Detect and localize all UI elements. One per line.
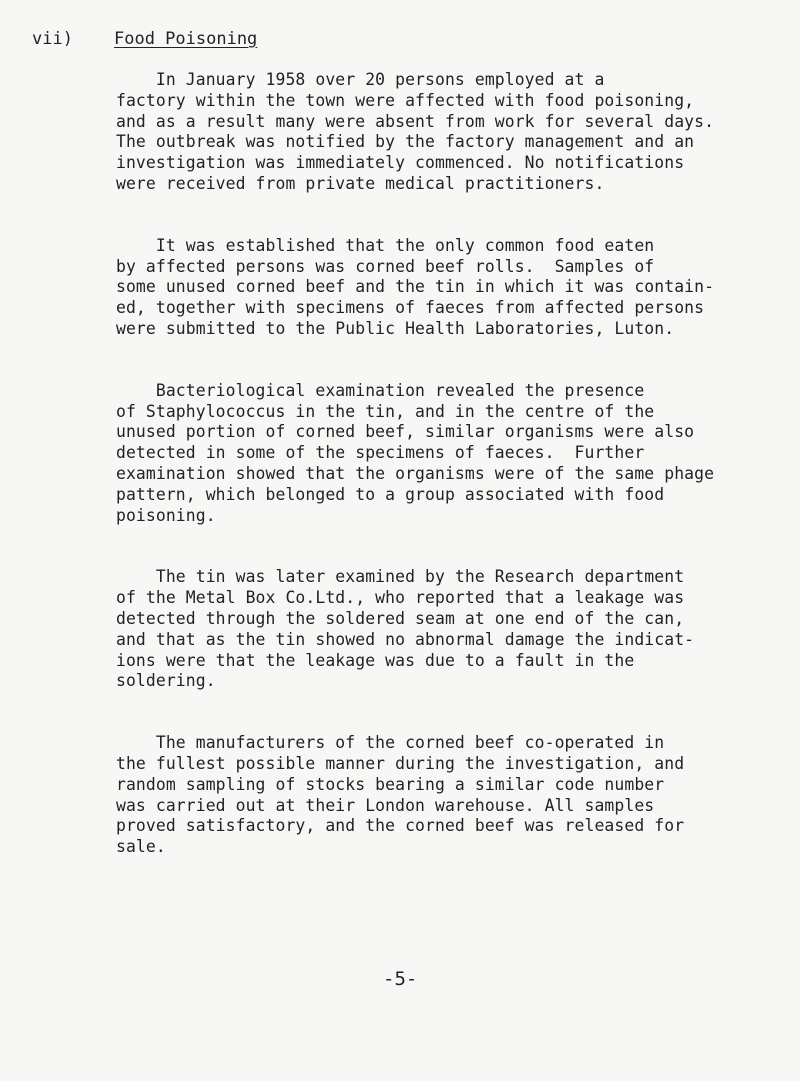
paragraph-5-line-6: sale. (116, 837, 166, 857)
paragraph-3-line-6: pattern, which belonged to a group associated with food (116, 484, 665, 504)
paragraph-4-line-6: soldering. (116, 671, 216, 691)
paragraph-3-line-2: of Staphylococcus in the tin, and in the centre of the (116, 401, 655, 421)
paragraph-5-line-3: random sampling of stocks bearing a similar code number (116, 774, 665, 794)
section-heading (32, 28, 257, 50)
paragraph-5-line-5: proved satisfactory, and the corned beef was released for (116, 816, 685, 836)
document-body (116, 70, 796, 899)
paragraph-1-line-2: factory within the town were affected with food poisoning, (116, 90, 695, 110)
paragraph-5-line-2: the fullest possible manner during the investigation, and (116, 753, 685, 773)
paragraph-2-line-1: It was established that the only common food eaten (116, 235, 655, 255)
paragraph-3-line-1: Bacteriological examination revealed the presence (116, 380, 645, 400)
paragraph-3-line-3: unused portion of corned beef, similar organisms were also (116, 422, 695, 442)
paragraph-2-line-4: ed, together with specimens of faeces from affected persons (116, 298, 705, 318)
paragraph-1-line-5: investigation was immediately commenced. No notifications (116, 153, 685, 173)
paragraph-2-line-3: some unused corned beef and the tin in which it was contain- (116, 277, 715, 297)
paragraph-2 (116, 236, 796, 340)
paragraph-2-line-2: by affected persons was corned beef rolls. Samples of (116, 256, 655, 276)
paragraph-4-line-5: ions were that the leakage was due to a fault in the (116, 650, 635, 670)
paragraph-4-line-1: The tin was later examined by the Research department (116, 567, 685, 587)
paragraph-4-line-3: detected through the soldered seam at one end of the can, (116, 608, 685, 628)
paragraph-4 (116, 567, 796, 692)
paragraph-3 (116, 381, 796, 527)
paragraph-4-line-2: of the Metal Box Co.Ltd., who reported that a leakage was (116, 588, 685, 608)
page-number: -5- (383, 968, 418, 990)
paragraph-3-line-4: detected in some of the specimens of faeces. Further (116, 443, 645, 463)
paragraph-4-line-4: and that as the tin showed no abnormal damage the indicat- (116, 629, 695, 649)
paragraph-3-line-5: examination showed that the organisms were of the same phage (116, 463, 715, 483)
section-title: Food Poisoning (114, 29, 258, 49)
paragraph-1-line-1: In January 1958 over 20 persons employed at a (116, 70, 605, 89)
paragraph-5-line-4: was carried out at their London warehouse. All samples (116, 795, 655, 815)
paragraph-1-line-3: and as a result many were absent from work for several days. (116, 111, 715, 131)
paragraph-3-line-7: poisoning. (116, 505, 216, 525)
paragraph-5 (116, 733, 796, 858)
section-number: vii) (32, 29, 73, 49)
paragraph-1-line-6: were received from private medical practitioners. (116, 173, 605, 193)
paragraph-5-line-1: The manufacturers of the corned beef co-operated in (116, 733, 665, 753)
paragraph-1-line-4: The outbreak was notified by the factory management and an (116, 132, 695, 152)
paragraph-1 (116, 70, 796, 195)
paragraph-2-line-5: were submitted to the Public Health Laboratories, Luton. (116, 318, 675, 338)
